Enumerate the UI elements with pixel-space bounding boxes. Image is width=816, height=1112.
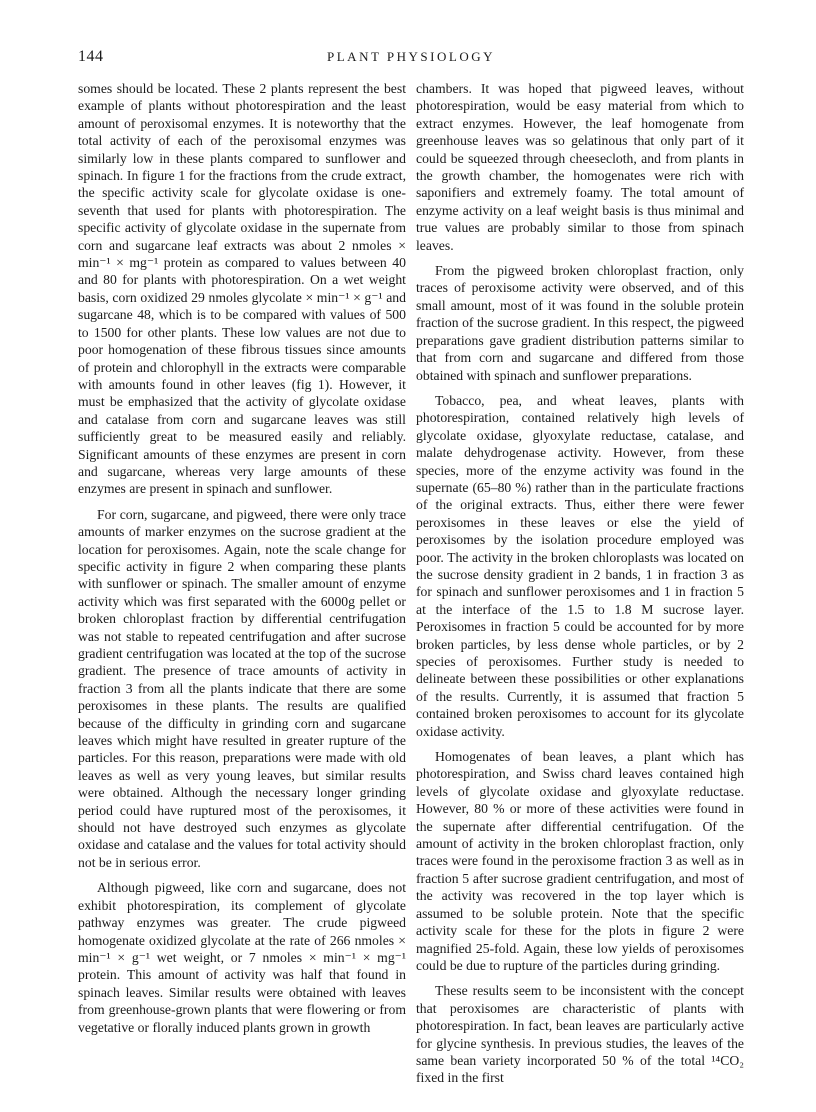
paragraph: Although pigweed, like corn and sugarcane, does not exhibit photorespiration, its complement of glycolate pathway enzymes was greater. The crude pigweed homogenate oxidized glycolate at the rate of 266 nmoles × min⁻¹ × g⁻¹ wet weight, or 7 nmoles × min⁻¹ × mg⁻¹ protein. This amount of activity was half that found in spinach leaves. Similar results were obtained with leaves from greenhouse-grown plants that were flowering or from vegetative or florally induced plants grown in growth (78, 880, 406, 1035)
paragraph: Homogenates of bean leaves, a plant which has photorespiration, and Swiss chard leaves contained high levels of glycolate oxidase and glyoxylate reductase. However, 80 % or more of these activities were found in the supernate after differential centrifugation. Of the amount of activity in the broken chloroplast fraction, only traces were found in the peroxisome fraction 3 as well as in fraction 5 after sucrose gradient centrifugation, and most of the activity was recovered in the top layer which is assumed to be soluble protein. Note that the specific activity scale for these for the plots in figure 2 were magnified 25-fold. Again, these low yields of peroxisomes could be due to rupture of the particles during grinding. (416, 749, 744, 973)
right-column (416, 80, 744, 1087)
page-header (78, 48, 744, 72)
paragraph: chambers. It was hoped that pigweed leaves, without photorespiration, would be easy material from which to extract enzymes. However, the leaf homogenate from greenhouse leaves was so gelatinous that only part of it could be squeezed through cheesecloth, and from plants in the growth chamber, the homogenates were rich with saponifiers and extremely foamy. The total amount of enzyme activity on a leaf weight basis is thus minimal and true values are probably similar to those from spinach leaves. (416, 81, 744, 253)
paragraph: Tobacco, pea, and wheat leaves, plants with photorespiration, contained relatively high levels of glycolate oxidase, glyoxylate reductase, catalase, and malate dehydrogenase activity. However, from these species, more of the enzyme activity was found in the supernate (65–80 %) rather than in the particulate fractions of the original extracts. Thus, either there were fewer peroxisomes in these leaves or else the yield of peroxisomes by the isolation procedure employed was poor. The activity in the broken chloroplasts was located on the sucrose density gradient in 2 bands, 1 in fraction 3 as for spinach and sunflower peroxisomes and 1 in fraction 5 at the interface of the 1.5 to 1.8 M sucrose layer. Peroxisomes in fraction 5 could be accounted for by more broken particles, by less dense whole particles, or by 2 species of peroxisomes. Further study is needed to delineate between these possibilities or other explanations of the results. Currently, it is assumed that fraction 5 contained broken peroxisomes to account for its glycolate oxidase activity. (416, 392, 744, 739)
running-title: PLANT PHYSIOLOGY (327, 49, 495, 64)
paragraph: For corn, sugarcane, and pigweed, there were only trace amounts of marker enzymes on the sucrose gradient at the location for peroxisomes. Again, note the scale change for specific activity in figure 2 when comparing these plants with sunflower or spinach. The smaller amount of enzyme activity which was first separated with the 6000g pellet or broken chloroplast fraction by differential centrifugation was not stable to repeated centrifugation and after sucrose gradient centrifugation was located at the top of the sucrose gradient. The presence of trace amounts of activity in fraction 3 from all the plants indicate that there are some peroxisomes in these plants. The results are qualified because of the difficulty in grinding corn and sugarcane leaves which might have resulted in greater rupture of the particles. For this reason, preparations were made with old leaves as well as very young leaves, but similar results were obtained. Although the necessary longer grinding period could have ruptured most of the peroxisomes, it should not have destroyed such enzymes as glycolate oxidase and catalase and the values for total activity should not be in serious error. (78, 506, 406, 870)
paragraph: somes should be located. These 2 plants represent the best example of plants without photorespiration and the least amount of peroxisomal enzymes. It is noteworthy that the total activity of each of the peroxisomal enzymes was similarly low in these plants compared to sunflower and spinach. In figure 1 for the fractions from the crude extract, the specific activity scale for glycolate oxidase is one-seventh that used for plants with photorespiration. The specific activity of glycolate oxidase in the supernate from corn and sugarcane leaf extracts was about 2 nmoles × min⁻¹ × mg⁻¹ protein as compared to values between 40 and 80 for plants with photorespiration. On a wet weight basis, corn oxidized 29 nmoles glycolate × min⁻¹ × g⁻¹ and sugarcane 48, which is to be compared with values of 500 to 1500 for other plants. These low values are not due to poor homogenation of these fibrous tissues since amounts of protein and chlorophyll in the extracts were comparable with amounts found in other leaves (fig 1). However, it must be emphasized that the activity of glycolate oxidase and catalase from corn and sugarcane leaves was still sufficiently great to be measured easily and reliably. Significant amounts of these enzymes are present in corn and sugarcane, whereas very large amounts of these enzymes are present in spinach and sunflower. (78, 81, 406, 497)
page-number: 144 (78, 48, 104, 65)
paragraph: From the pigweed broken chloroplast fraction, only traces of peroxisome activity were observed, and of this small amount, most of it was found in the soluble protein fraction of the sucrose gradient. In this respect, the pigweed preparations gave gradient distribution patterns similar to that from corn and sugarcane and differed from those obtained with spinach and sunflower preparations. (416, 263, 744, 383)
left-column (78, 80, 406, 1036)
paragraph: These results seem to be inconsistent with the concept that peroxisomes are characteristic of plants with photorespiration. In fact, bean leaves are particularly active for glycine synthesis. In previous studies, the leaves of the same bean variety incorporated 50 % of the total ¹⁴CO₂ fixed in the first (416, 983, 744, 1086)
